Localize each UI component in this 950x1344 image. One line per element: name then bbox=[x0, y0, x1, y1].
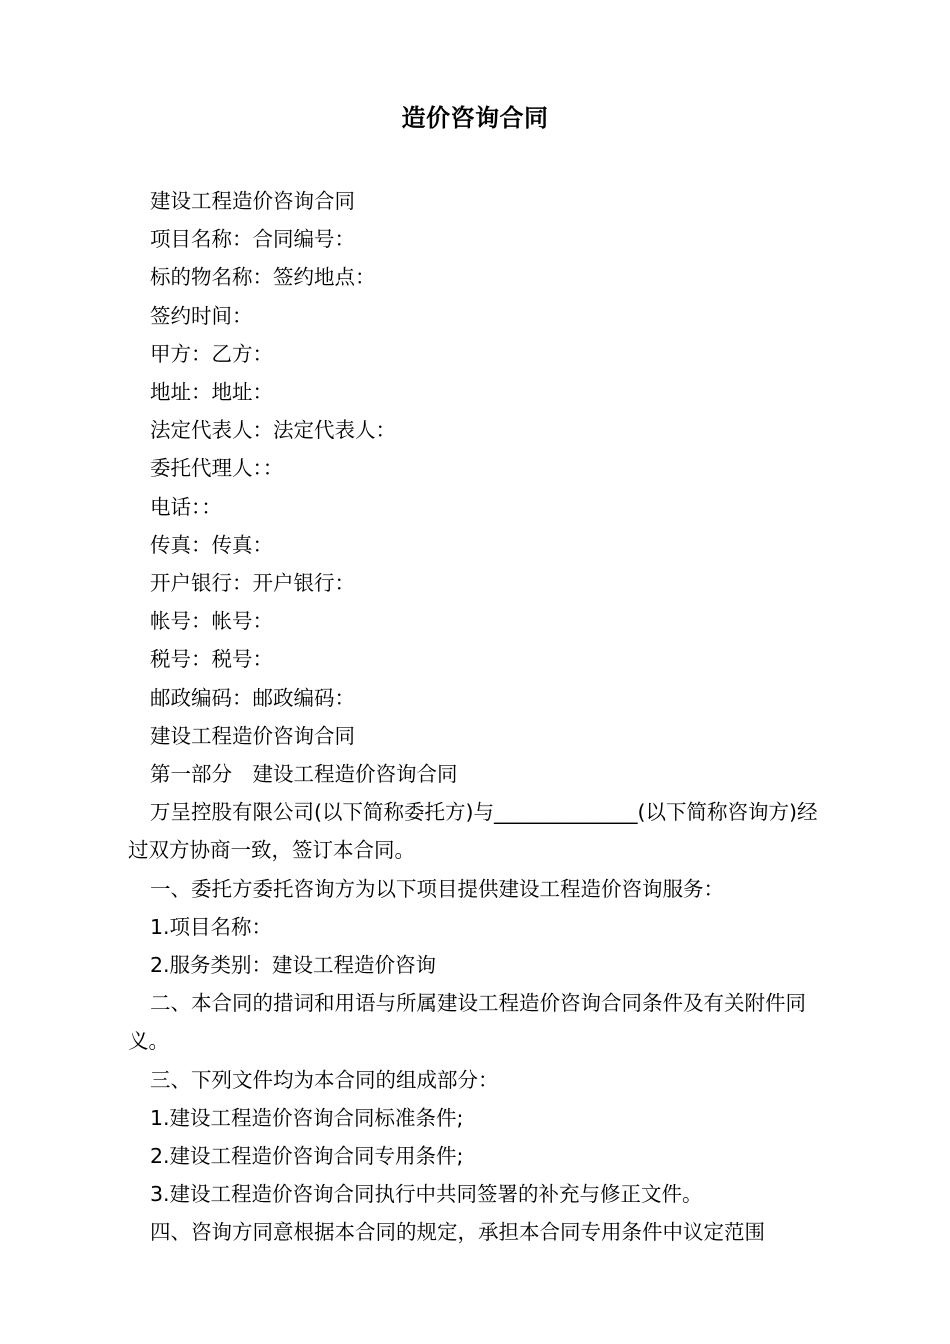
paragraph: 一、委托方委托咨询方为以下项目提供建设工程造价咨询服务： bbox=[150, 876, 724, 901]
paragraph: 委托代理人：： bbox=[150, 456, 284, 481]
paragraph: 法定代表人：法定代表人： bbox=[150, 418, 396, 443]
paragraph: 三、下列文件均为本合同的组成部分： bbox=[150, 1067, 499, 1092]
paragraph: 1.项目名称： bbox=[150, 914, 273, 939]
paragraph: 传真：传真： bbox=[150, 532, 273, 557]
paragraph: 签约时间： bbox=[150, 303, 253, 328]
paragraph: 建设工程造价咨询合同 bbox=[150, 189, 355, 213]
paragraph: 开户银行：开户银行： bbox=[150, 571, 355, 596]
document-title: 造价咨询合同 bbox=[401, 104, 549, 132]
paragraph: 甲方：乙方： bbox=[150, 341, 273, 366]
paragraph: 建设工程造价咨询合同 bbox=[150, 723, 355, 748]
paragraph: 电话：： bbox=[150, 494, 222, 519]
paragraph: 2.建设工程造价咨询合同专用条件; bbox=[150, 1144, 464, 1169]
document-body bbox=[128, 182, 824, 1252]
paragraph: 1.建设工程造价咨询合同标准条件; bbox=[150, 1105, 464, 1130]
paragraph: 万呈控股有限公司(以下简称委托方)与______________(以下简称咨询方)经过双方协商一致，签订本合同。 bbox=[128, 800, 818, 863]
paragraph: 2.服务类别：建设工程造价咨询 bbox=[150, 953, 437, 978]
paragraph: 二、本合同的措词和用语与所属建设工程造价咨询合同条件及有关附件同义。 bbox=[128, 991, 806, 1054]
paragraph: 帐号：帐号： bbox=[150, 609, 273, 634]
paragraph: 第一部分 建设工程造价咨询合同 bbox=[150, 762, 458, 787]
paragraph: 邮政编码：邮政编码： bbox=[150, 685, 355, 710]
paragraph: 3.建设工程造价咨询合同执行中共同签署的补充与修正文件。 bbox=[150, 1182, 703, 1207]
paragraph: 标的物名称：签约地点： bbox=[150, 265, 376, 290]
paragraph: 项目名称：合同编号： bbox=[150, 227, 355, 252]
paragraph: 地址：地址： bbox=[150, 380, 273, 405]
paragraph: 四、咨询方同意根据本合同的规定，承担本合同专用条件中议定范围 bbox=[150, 1220, 765, 1245]
paragraph: 税号：税号： bbox=[150, 647, 273, 672]
